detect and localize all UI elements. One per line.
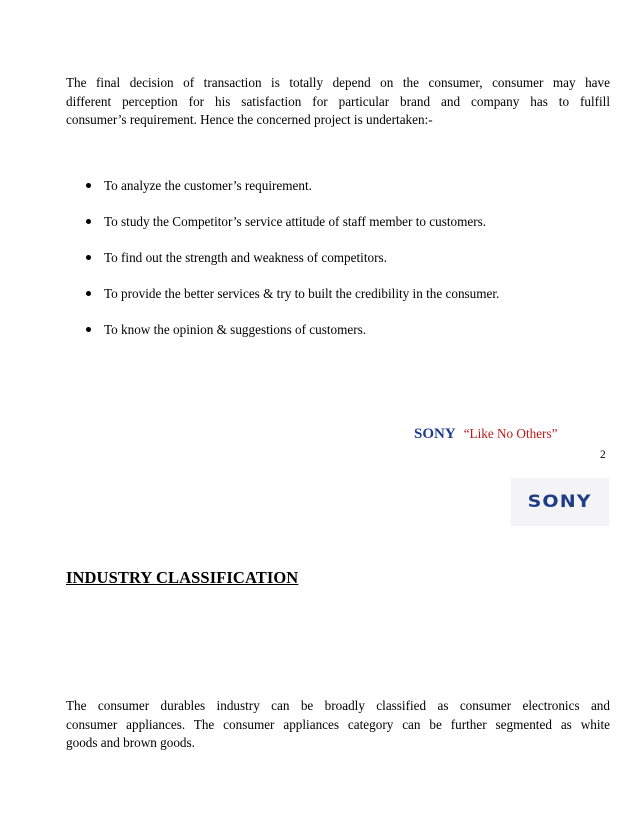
list-item xyxy=(66,284,606,320)
bullet-icon xyxy=(86,291,91,296)
section-heading: INDUSTRY CLASSIFICATION xyxy=(66,568,299,587)
section-paragraph xyxy=(66,697,610,753)
bullet-icon xyxy=(86,327,91,332)
list-item-text: To know the opinion & suggestions of customers. xyxy=(104,322,367,337)
section-line: consumer appliances. The consumer appliances category can be further segmented as white xyxy=(66,716,610,732)
list-item xyxy=(66,176,606,212)
brand-name: SONY xyxy=(414,426,456,442)
list-item xyxy=(66,320,606,356)
page-number: 2 xyxy=(600,449,606,461)
intro-paragraph xyxy=(66,74,610,130)
list-item-text: To provide the better services & try to built the credibility in the consumer. xyxy=(104,286,500,301)
section-line: The consumer durables industry can be broadly classified as consumer electronics and xyxy=(66,698,610,713)
bullet-icon xyxy=(86,183,91,188)
list-item-text: To find out the strength and weakness of competitors. xyxy=(104,250,387,265)
running-header xyxy=(414,426,557,443)
section-line: goods and brown goods. xyxy=(66,735,195,750)
sony-logo xyxy=(511,478,609,526)
list-item xyxy=(66,212,606,248)
intro-line: The final decision of transaction is totally depend on the consumer, consumer may have xyxy=(66,75,610,90)
logo-text: SONY xyxy=(527,492,593,512)
intro-line: different perception for his satisfaction for particular brand and company has to fulfill xyxy=(66,93,610,109)
list-item-text: To analyze the customer’s requirement. xyxy=(104,178,312,193)
objectives-list xyxy=(66,176,606,356)
brand-tagline: “Like No Others” xyxy=(463,426,558,441)
bullet-icon xyxy=(86,219,91,224)
list-item-text: To study the Competitor’s service attitude of staff member to customers. xyxy=(104,214,487,229)
intro-line: consumer’s requirement. Hence the concerned project is undertaken:- xyxy=(66,112,433,127)
list-item xyxy=(66,248,606,284)
bullet-icon xyxy=(86,255,91,260)
